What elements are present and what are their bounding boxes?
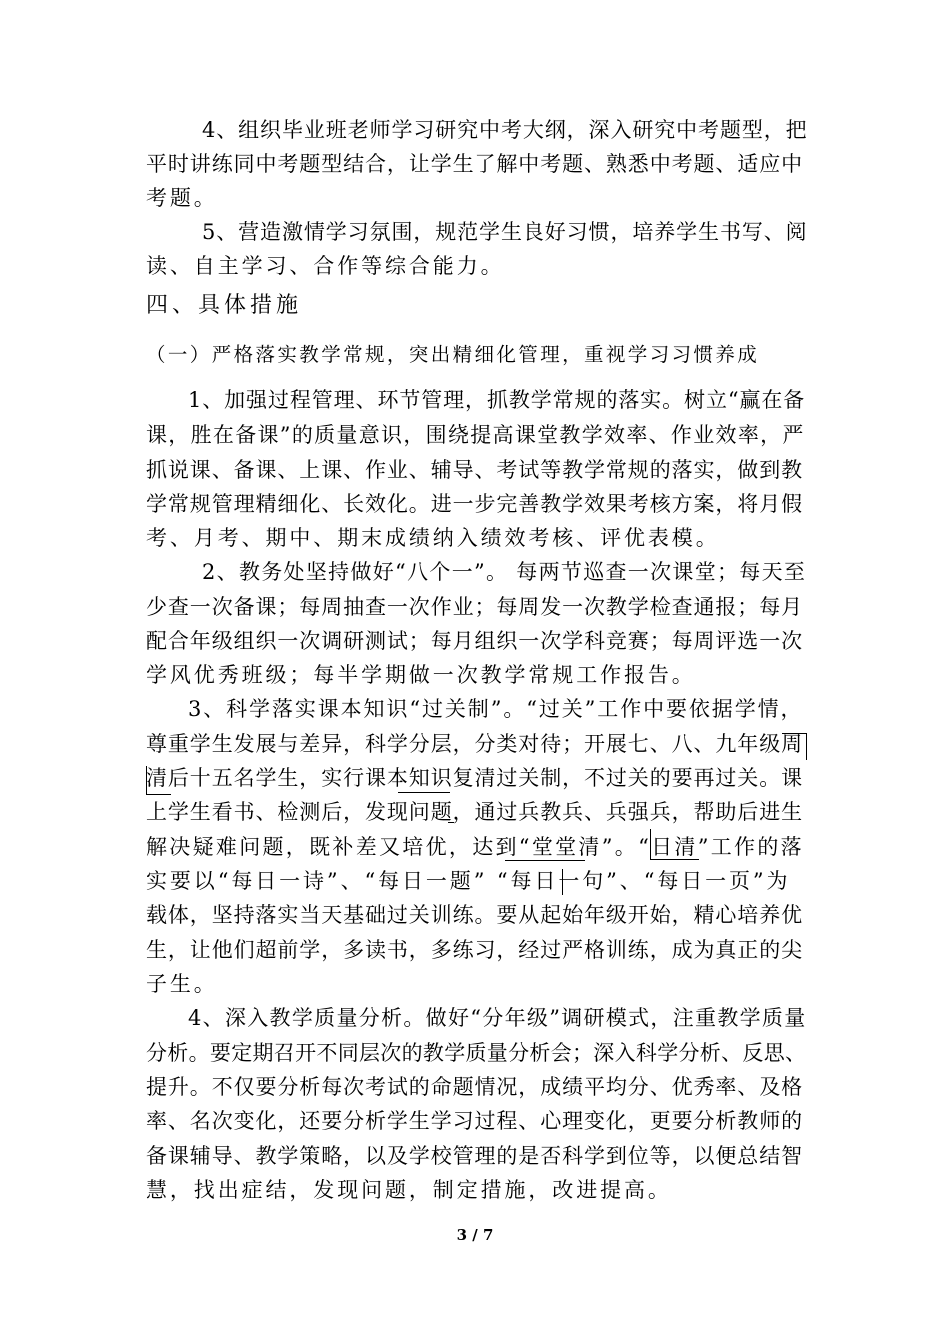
- item-1-line-3: 抓说课、备课、上课、作业、辅导、考试等教学常规的落实，做到教: [146, 458, 803, 482]
- paragraph-4-line-3: 考题。: [146, 186, 218, 210]
- item-1-line-4: 学常规管理精细化、长效化。进一步完善教学效果考核方案，将月假: [146, 492, 803, 516]
- item-4-line-1: 4、深入教学质量分析。做好“分年级”调研模式，注重教学质量: [188, 1006, 807, 1030]
- item-2-line-2: 少查一次备课；每周抽查一次作业；每周发一次教学检查通报；每月: [146, 595, 803, 619]
- page-number: 3 / 7: [456, 1226, 494, 1244]
- revision-mark-zhou: [782, 733, 807, 760]
- revision-mark-meiriyiju: [562, 869, 563, 895]
- item-3-line-6: 实要以“每日一诗”、“每日一题” “每日一句”、“每日一页”为: [146, 869, 791, 893]
- subsection-heading: （一）严格落实教学常规，突出精细化管理，重视学习习惯养成: [146, 343, 760, 366]
- revision-mark-wenti: [448, 822, 454, 823]
- item-4-line-2: 分析。要定期召开不同层次的教学质量分析会；深入科学分析、反思、: [146, 1041, 807, 1065]
- item-3-line-1: 3、科学落实课本知识“过关制”。“过关”工作中要依据学情，: [188, 697, 804, 721]
- item-3-line-3: 清后十五名学生，实行课本知识复清过关制，不过关的要再过关。课: [146, 766, 803, 790]
- paragraph-4-line-1: 4、组织毕业班老师学习研究中考大纲，深入研究中考题型，把: [202, 118, 808, 142]
- item-2-line-3: 配合年级组织一次调研测试；每月组织一次学科竞赛；每周评选一次: [146, 629, 803, 653]
- revision-mark-riqing: [650, 829, 699, 860]
- paragraph-4-line-2: 平时讲练同中考题型结合，让学生了解中考题、熟悉中考题、适应中: [146, 152, 803, 176]
- item-4-line-4: 率、名次变化，还要分析学生学习过程、心理变化，更要分析教师的: [146, 1109, 803, 1133]
- item-3-line-7: 载体，坚持落实当天基础过关训练。要从起始年级开始，精心培养优: [146, 903, 803, 927]
- revision-mark-tangtangqing: [505, 860, 585, 861]
- item-1-line-2: 课，胜在备课”的质量意识，围绕提高课堂教学效率、作业效率，严: [146, 423, 805, 447]
- paragraph-5-line-1: 5、营造激情学习氛围，规范学生良好习惯，培养学生书写、阅: [202, 220, 808, 244]
- item-2-line-1: 2、教务处坚持做好“八个一”。 每两节巡查一次课堂；每天至: [202, 560, 807, 584]
- item-3-line-5: 解决疑难问题，既补差又培优，达到“堂堂清”。“日清”工作的落: [146, 835, 804, 859]
- item-3-line-2: 尊重学生发展与差异，科学分层，分类对待；开展七、八、九年级周: [146, 732, 803, 756]
- item-2-line-4: 学风优秀班级；每半学期做一次教学常规工作报告。: [146, 663, 696, 687]
- item-3-line-4: 上学生看书、检测后，发现问题，通过兵教兵、兵强兵，帮助后进生: [146, 800, 803, 824]
- item-4-line-5: 备课辅导、教学策略，以及学校管理的是否科学到位等，以便总结智: [146, 1144, 803, 1168]
- section-heading: 四、具体措施: [146, 293, 303, 318]
- item-1-line-5: 考、月考、期中、期末成绩纳入绩效考核、评优表模。: [146, 526, 720, 550]
- item-3-line-8: 生，让他们超前学，多读书，多练习，经过严格训练，成为真正的尖: [146, 938, 803, 962]
- item-4-line-3: 提升。不仅要分析每次考试的命题情况，成绩平均分、优秀率、及格: [146, 1075, 803, 1099]
- item-4-line-6: 慧，找出症结，发现问题，制定措施，改进提高。: [146, 1178, 672, 1202]
- revision-mark-qing: [146, 766, 171, 795]
- item-3-line-9: 子生。: [146, 972, 218, 996]
- paragraph-5-line-2: 读、自主学习、合作等综合能力。: [146, 254, 505, 278]
- revision-mark-fuqing: [398, 792, 450, 793]
- item-1-line-1: 1、加强过程管理、环节管理，抓教学常规的落实。树立“赢在备: [188, 388, 806, 412]
